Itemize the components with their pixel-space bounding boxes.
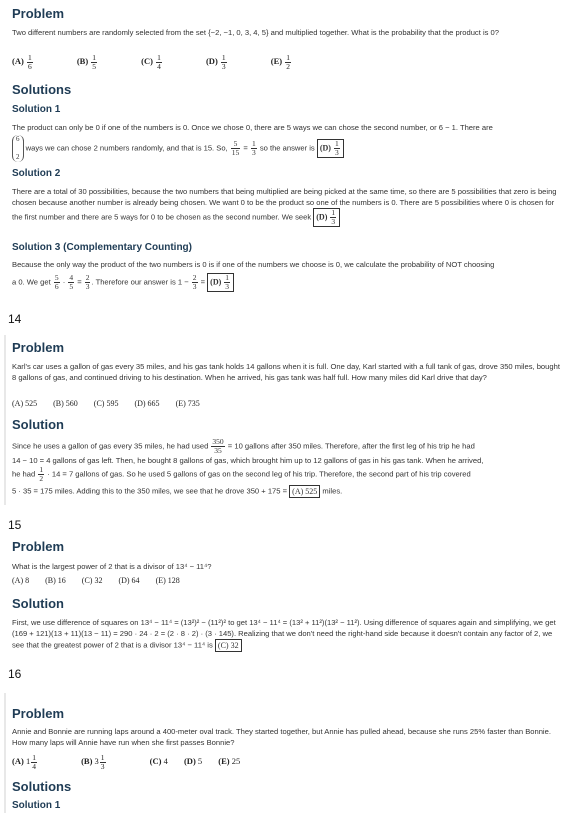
- p16-solutions-section: [12, 779, 565, 794]
- p14-solution-section: [12, 417, 565, 432]
- p15-problem-heading: Problem: [12, 539, 65, 554]
- p15-problem-text: What is the largest power of 2 that is a divisor of 13⁴ − 11⁴?: [12, 562, 212, 571]
- p15-solution-heading: Solution: [12, 596, 64, 611]
- p13-solution1-line2a: ways we can chose 2 numbers randomly, and that is 15. So,: [25, 143, 228, 153]
- p14-left-rule: [4, 335, 6, 505]
- p13-choice-c: (C) $\frac{1}{4}$: [141, 53, 161, 71]
- p13-solution3-answer: (D) $\frac{1}{3}$: [207, 273, 234, 292]
- p13-solutions-heading: Solutions: [12, 82, 72, 97]
- p13-solution1-answer: (D) $\frac{1}{3}$: [317, 139, 344, 158]
- p13-solutions-section: [12, 82, 565, 97]
- p13-solution3-line1: Because the only way the product of the two numbers is 0 is if one of the numbers we choose is 0, we calculate the probability of NOT choosing: [12, 260, 495, 269]
- p14-choice-c: (C) 595: [93, 399, 119, 408]
- binomial-6-choose-2: 6 2: [12, 135, 24, 162]
- p16-choice-c: (C) 4: [149, 756, 168, 767]
- fraction-5-15: $\frac{5}{15}$: [231, 139, 240, 157]
- p15-choice-a: (A) 8: [12, 576, 30, 585]
- p16-answer-choices: [12, 754, 565, 771]
- p14-sol-line1b: = 10 gallons after 350 miles. Therefore, after the first leg of his trip he had: [227, 441, 475, 451]
- p16-problem-section: [12, 706, 565, 721]
- p14-sol-line2: 14 − 10 = 4 gallons of gas left. Then, he bought 8 gallons of gas, which brought him up to 12 gallons of gas in his gas tank. When he arrived,: [12, 456, 484, 465]
- fraction-1-3: $\frac{1}{3}$: [251, 139, 256, 157]
- p13-problem-text: Two different numbers are randomly selected from the set {−2, −1, 0, 3, 4, 5} and multiplied together. What is the probability that the product is 0?: [12, 28, 499, 37]
- problem-number-16: 16: [8, 667, 22, 681]
- p16-problem-text-block: [12, 726, 565, 748]
- p13-solution2-answer: (D) $\frac{1}{3}$: [313, 208, 340, 227]
- p15-choice-c: (C) 32: [81, 576, 103, 585]
- p13-problem-section: [12, 6, 565, 21]
- p16-choice-e: (E) 25: [218, 756, 241, 767]
- p14-solution-answer: (A) 525: [289, 485, 320, 498]
- p15-sol-text: First, we use difference of squares on 13⁴ − 11⁴ = (13²)² − (11²)² to get 13⁴ − 11⁴ = (13² + 11²)(13² − 11²). Using difference of squares again and simplifying, we get (169 + 121)(13 + 11)(13 − 11) = 290 · 24 · 2 = (2 · 8 · 2) · (3 · 145). Realizing that we don't need the right-hand side because it doesn't contain any factor of 2, we see that the greatest power of 2 that is a divisor 13⁴ − 11⁴ is: [12, 618, 556, 650]
- p14-sol-line3b: · 14 = 7 gallons of gas. So he used 5 gallons of gas on the second leg of his trip. Therefore, the second part of his trip covered: [47, 469, 471, 479]
- p15-problem-section: [12, 539, 565, 554]
- p13-solution2-body: [12, 186, 565, 227]
- p16-choice-b: (B) 3 $\frac{1}{3}$: [81, 753, 105, 771]
- p15-solution-answer: (C) 32: [215, 639, 242, 652]
- p14-choice-b: (B) 560: [53, 399, 78, 408]
- p13-solution1-body: The product can only be 0 if one of the numbers is 0. Once we chose 0, there are 5 ways we can chose the second number, or 6 − 1. There are 6 2 ways we can chose 2 numbers randomly, and that is 15. So, $\frac{5}{15}$ = $\frac{1}{3}$ so the answer is (D) $\frac{1}{3}$: [12, 122, 565, 162]
- p13-solution1-line1: The product can only be 0 if one of the numbers is 0. Once we chose 0, there are 5 ways we can chose the second number, or 6 − 1. There are: [12, 123, 493, 132]
- p13-choice-a: (A) $\frac{1}{6}$: [12, 53, 32, 71]
- p16-problem-text: Annie and Bonnie are running laps around a 400-meter oval track. They started together, but Annie has pulled ahead, because she runs 25% faster than Bonnie. How many laps will Annie have run when she first passes Bonnie?: [12, 727, 551, 747]
- p15-problem-text-block: [12, 561, 565, 572]
- p16-solution1: [12, 800, 565, 811]
- p13-answer-choices: [12, 54, 565, 71]
- p14-problem-text: Karl's car uses a gallon of gas every 35 miles, and his gas tank holds 14 gallons when it is full. One day, Karl started with a full tank of gas, drove 350 miles, bought 8 gallons of gas, and continued driving to his destination. When he arrived, his gas tank was half full. How many miles did Karl drive that day?: [12, 362, 560, 382]
- p13-solution3-line2a: a 0. We get: [12, 277, 51, 287]
- p13-solution1: [12, 104, 565, 115]
- p13-choice-b: (B) $\frac{1}{5}$: [76, 53, 97, 71]
- p16-solution1-title: Solution 1: [12, 800, 61, 811]
- p14-sol-line4b: miles.: [322, 486, 343, 496]
- p13-solution2-title: Solution 2: [12, 168, 61, 179]
- p13-choice-e: (E) $\frac{1}{2}$: [270, 53, 290, 71]
- p16-choice-d: (D) 5: [183, 756, 203, 767]
- p15-answer-choices: [12, 576, 565, 585]
- p16-problem-heading: Problem: [12, 706, 65, 721]
- p14-problem-text-block: [12, 361, 565, 383]
- p15-solution-section: [12, 596, 565, 611]
- p15-choice-d: (D) 64: [118, 576, 140, 585]
- p13-solution3-title: Solution 3 (Complementary Counting): [12, 242, 192, 253]
- p14-choice-e: (E) 735: [175, 399, 200, 408]
- p13-solution3-body: Because the only way the product of the two numbers is 0 is if one of the numbers we choose is 0, we calculate the probability of NOT choosing a 0. We get $\frac{5}{6}$ · $\frac{4}{5}$ = $\frac{2}{3}$ . Therefore our answer is 1 − $\frac{2}{3}$ = (D) $\frac{1}{3}$: [12, 259, 565, 292]
- p13-problem-text-block: [12, 27, 565, 38]
- p13-solution2: [12, 168, 565, 179]
- p13-solution2-text: There are a total of 30 possibilities, because the two numbers that being multiplied are being picked at the same time, so there are 5 possibilities that zero is being chosen because another number is already being chosen. We want 0 to be the product so one of the numbers is 0. There are 5 possibilities where 0 is chosen for the first number and there are 5 ways for 0 to be chosen as the second number. We seek: [12, 187, 557, 222]
- p14-choice-d: (D) 665: [134, 399, 160, 408]
- p14-problem-section: [12, 340, 565, 355]
- p15-solution-body: [12, 617, 565, 652]
- p14-solution-body: Since he uses a gallon of gas every 35 miles, he had used $\frac{350}{35}$ = 10 gallons after 350 miles. Therefore, after the first leg of his trip he had 14 − 10 = 4 gallons of gas left. Then, he bought 8 gallons of gas, which brought him up to 12 gallons of gas in his gas tank. When he arrived, he had $\frac{1}{2}$ · 14 = 7 gallons of gas. So he used 5 gallons of gas on the second leg of his trip. Therefore, the second part of his trip covered 5 · 35 = 175 miles. Adding this to the 350 miles, we see that he drove 350 + 175 = (A) 525 miles.: [12, 438, 565, 498]
- p13-choice-d: (D) $\frac{1}{3}$: [205, 53, 226, 71]
- p16-left-rule: [4, 693, 6, 813]
- p16-solutions-heading: Solutions: [12, 779, 72, 794]
- p14-solution-heading: Solution: [12, 417, 64, 432]
- p13-solution1-line2b: so the answer is: [259, 143, 315, 153]
- p14-sol-line4a: 5 · 35 = 175 miles. Adding this to the 350 miles, we see that he drove 350 + 175 =: [12, 486, 288, 496]
- p16-choice-a: (A) 1 $\frac{1}{4}$: [12, 753, 36, 771]
- problem-number-14: 14: [8, 312, 22, 326]
- p15-choice-b: (B) 16: [45, 576, 66, 585]
- p14-answer-choices: [12, 399, 565, 408]
- problem-number-15: 15: [8, 518, 22, 532]
- p13-solution3: [12, 242, 565, 253]
- p13-solution1-title: Solution 1: [12, 104, 61, 115]
- p13-problem-heading: Problem: [12, 6, 65, 21]
- p13-solution3-line2b: . Therefore our answer is 1 −: [91, 277, 189, 287]
- p14-choice-a: (A) 525: [12, 399, 38, 408]
- p15-choice-e: (E) 128: [155, 576, 180, 585]
- p14-problem-heading: Problem: [12, 340, 65, 355]
- p14-sol-line1a: Since he uses a gallon of gas every 35 miles, he had used: [12, 441, 209, 451]
- p14-sol-line3a: he had: [12, 469, 36, 479]
